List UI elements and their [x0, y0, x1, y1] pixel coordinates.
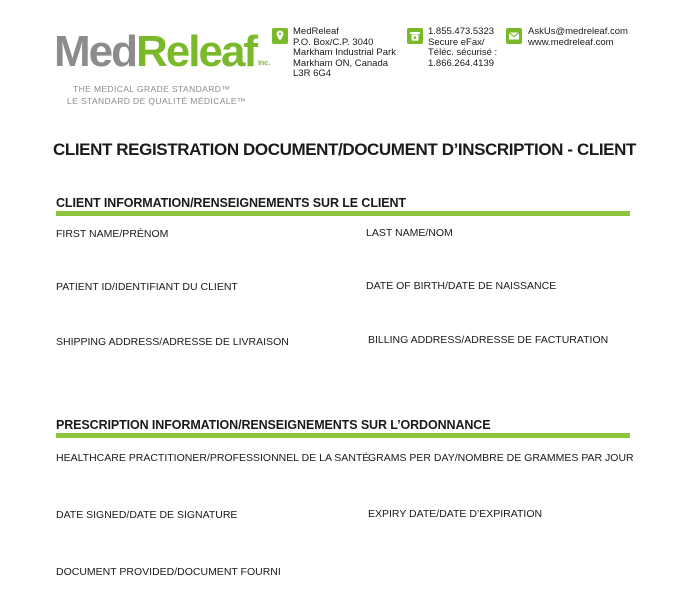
expiry-date-field[interactable]: EXPIRY DATE/DATE D’EXPIRATION — [368, 508, 543, 520]
website-link[interactable]: www.medreleaf.com — [528, 36, 614, 48]
phone-number[interactable]: 1.855.473.5323 — [428, 26, 495, 37]
date-of-birth-field[interactable]: DATE OF BIRTH/DATE DE NAISSANCE — [366, 280, 557, 292]
email-info — [528, 27, 628, 48]
logo-med-text: Med — [54, 27, 136, 76]
document-provided-field[interactable]: DOCUMENT PROVIDED/DOCUMENT FOURNI — [56, 566, 281, 578]
address-line: L3R 6G4 — [293, 68, 332, 79]
company-logo — [54, 27, 271, 76]
email-link[interactable]: AskUs@medreleaf.com — [528, 26, 628, 37]
client-section-heading: CLIENT INFORMATION/RENSEIGNEMENTS SUR LE CLIENT — [56, 196, 406, 210]
prescription-section-heading: PRESCRIPTION INFORMATION/RENSEIGNEMENTS SUR L’ORDONNANCE — [56, 418, 491, 432]
logo-tagline-en: THE MEDICAL GRADE STANDARD™ — [73, 84, 231, 94]
section-divider — [56, 211, 630, 216]
mailing-address — [293, 27, 396, 80]
last-name-field[interactable]: LAST NAME/NOM — [366, 227, 453, 239]
efax-label: Secure eFax/ — [428, 36, 485, 48]
address-line: MedReleaf — [293, 26, 339, 37]
healthcare-practitioner-field[interactable]: HEALTHCARE PRACTITIONER/PROFESSIONNEL DE LA SANTÉ — [56, 452, 370, 464]
envelope-icon — [506, 28, 522, 44]
location-pin-icon — [272, 28, 288, 44]
phone-info — [428, 27, 497, 69]
logo-releaf-text: Releaf — [136, 27, 257, 76]
efax-label-fr: Téléc. sécurisé : — [428, 47, 498, 58]
first-name-field[interactable]: FIRST NAME/PRÉNOM — [56, 228, 169, 240]
grams-per-day-field[interactable]: GRAMS PER DAY/NOMBRE DE GRAMMES PAR JOUR — [368, 452, 634, 464]
date-signed-field[interactable]: DATE SIGNED/DATE DE SIGNATURE — [56, 509, 238, 521]
billing-address-field[interactable]: BILLING ADDRESS/ADRESSE DE FACTURATION — [368, 334, 609, 346]
logo-tagline-fr: LE STANDARD DE QUALITÉ MÉDICALE™ — [67, 96, 246, 106]
logo-reg-mark: Inc. — [258, 60, 271, 67]
address-line: Markham ON, Canada — [293, 57, 389, 69]
patient-id-field[interactable]: PATIENT ID/IDENTIFIANT DU CLIENT — [56, 281, 238, 293]
efax-number[interactable]: 1.866.264.4139 — [428, 57, 495, 69]
shipping-address-field[interactable]: SHIPPING ADDRESS/ADRESSE DE LIVRAISON — [56, 336, 289, 348]
address-line: P.O. Box/C.P. 3040 — [293, 36, 374, 48]
document-title: CLIENT REGISTRATION DOCUMENT/DOCUMENT D’INSCRIPTION - CLIENT — [53, 140, 636, 159]
address-line: Markham Industrial Park — [293, 47, 396, 58]
phone-icon — [407, 28, 423, 44]
section-divider — [56, 433, 630, 438]
